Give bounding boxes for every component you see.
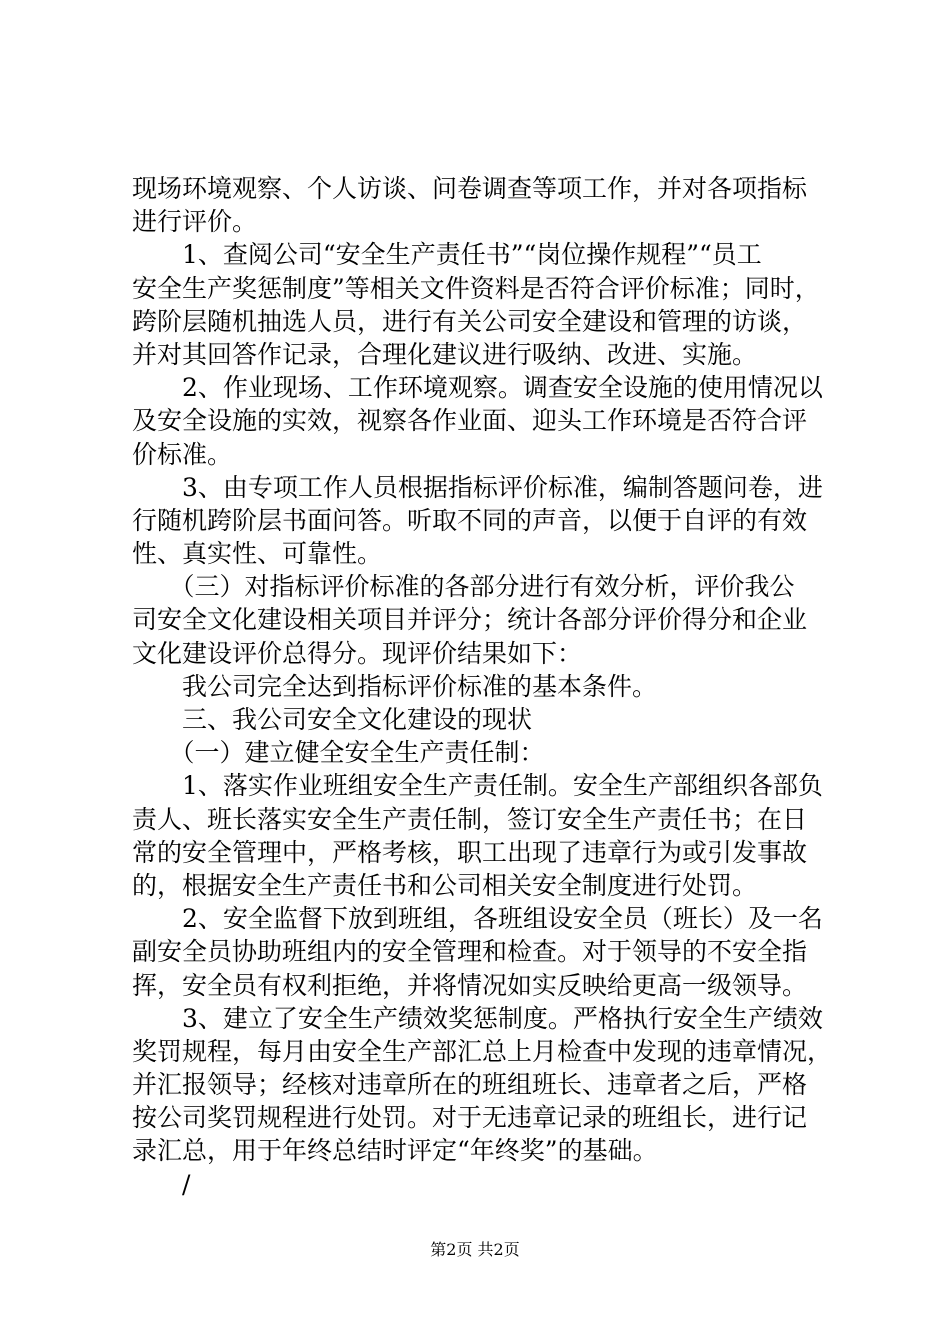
text-line: 2、安全监督下放到班组，各班组设安全员（班长）及一名	[132, 904, 823, 934]
text-line: 责人、班长落实安全生产责任制，签订安全生产责任书；在日	[132, 804, 808, 834]
text-line: 并对其回答作记录，合理化建议进行吸纳、改进、实施。	[132, 339, 758, 369]
text-line: 性、真实性、可靠性。	[132, 539, 383, 569]
text-line: 1、落实作业班组安全生产责任制。安全生产部组织各部负	[132, 771, 823, 801]
text-line: 副安全员协助班组内的安全管理和检查。对于领导的不安全指	[132, 937, 808, 967]
text-line: 跨阶层随机抽选人员，进行有关公司安全建设和管理的访谈，	[132, 306, 808, 336]
text-line: 并汇报领导；经核对违章所在的班组班长、违章者之后，严格	[132, 1070, 808, 1100]
text-line: 2、作业现场、工作环境观察。调查安全设施的使用情况以	[132, 373, 823, 403]
text-line: 文化建设评价总得分。现评价结果如下：	[132, 638, 583, 668]
text-line: 3、由专项工作人员根据指标评价标准，编制答题问卷，进	[132, 472, 823, 502]
text-line: 进行评价。	[132, 207, 258, 237]
text-line: （三）对指标评价标准的各部分进行有效分析，评价我公	[132, 572, 795, 602]
text-line: 及安全设施的实效，视察各作业面、迎头工作环境是否符合评	[132, 406, 808, 436]
body-text	[132, 172, 838, 1201]
text-line: 现场环境观察、个人访谈、问卷调查等项工作，并对各项指标	[132, 174, 808, 203]
text-line: 价标准。	[132, 439, 233, 469]
text-line: 行随机跨阶层书面问答。听取不同的声音，以便于自评的有效	[132, 505, 808, 535]
text-line: 三、我公司安全文化建设的现状	[132, 705, 533, 734]
text-line: 我公司完全达到指标评价标准的基本条件。	[132, 671, 658, 701]
text-line: 1、查阅公司“安全生产责任书”“岗位操作规程”“员工	[132, 240, 762, 270]
text-line: 录汇总，用于年终总结时评定“年终奖”的基础。	[132, 1136, 658, 1166]
text-line: 按公司奖罚规程进行处罚。对于无违章记录的班组长，进行记	[132, 1103, 808, 1133]
text-line: 3、建立了安全生产绩效奖惩制度。严格执行安全生产绩效	[132, 1003, 823, 1033]
page-footer: 第2页 共2页	[430, 1240, 520, 1259]
text-line: 司安全文化建设相关项目并评分；统计各部分评价得分和企业	[132, 605, 808, 635]
text-line: （一）建立健全安全生产责任制：	[132, 738, 545, 768]
text-line: 常的安全管理中，严格考核，职工出现了违章行为或引发事故	[132, 837, 808, 867]
text-line: 奖罚规程，每月由安全生产部汇总上月检查中发现的违章情况，	[132, 1036, 833, 1066]
text-line: /	[132, 1169, 191, 1199]
text-line: 安全生产奖惩制度”等相关文件资料是否符合评价标准；同时，	[132, 273, 820, 303]
text-line: 的，根据安全生产责任书和公司相关安全制度进行处罚。	[132, 870, 758, 900]
text-line: 挥，安全员有权利拒绝，并将情况如实反映给更高一级领导。	[132, 970, 808, 1000]
